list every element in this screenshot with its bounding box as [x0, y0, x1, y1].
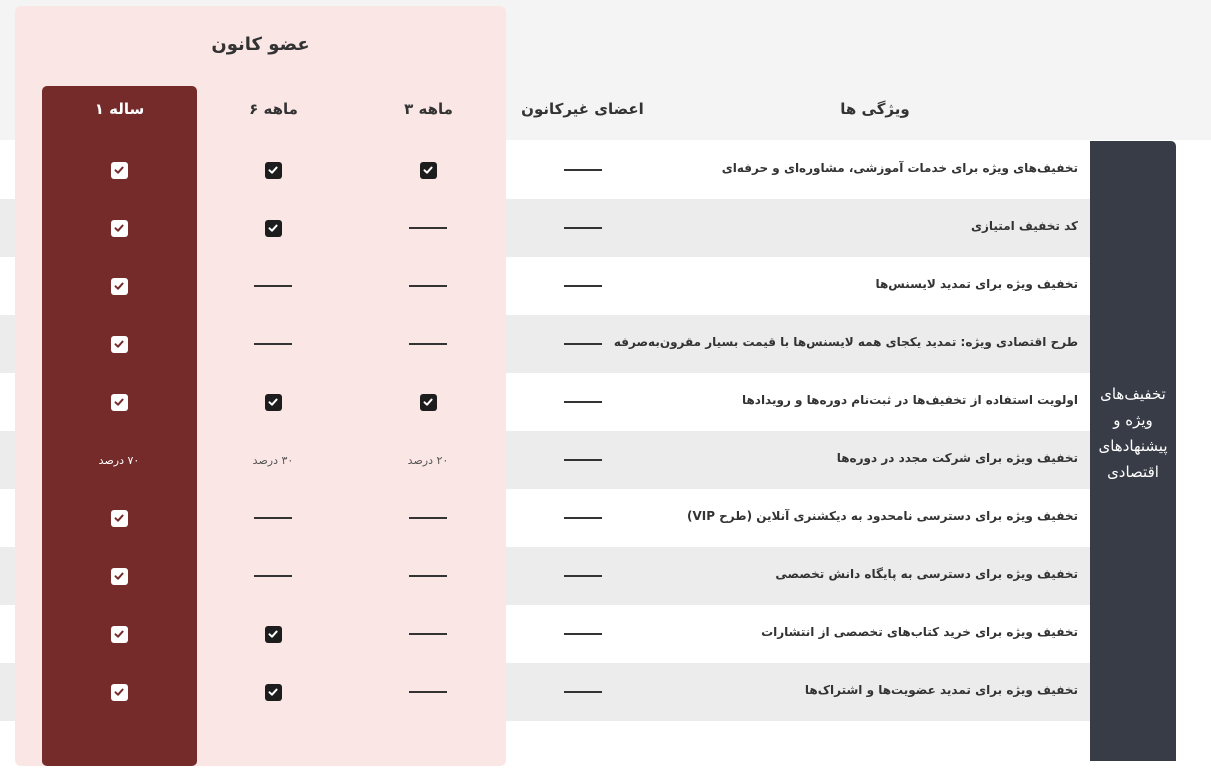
dash-icon: [564, 227, 602, 229]
check-icon: [243, 390, 303, 414]
not-available-dash: [553, 506, 613, 530]
column-header-non-members: اعضای غیرکانون: [521, 100, 644, 118]
column-header-6-month[interactable]: ۶ ماهه: [249, 100, 298, 118]
dash-icon: [254, 285, 292, 287]
check-icon: [398, 158, 458, 182]
one-year-column-highlight: [42, 86, 197, 766]
not-available-dash: [243, 274, 303, 298]
dash-icon: [409, 633, 447, 635]
feature-label: اولویت استفاده از تخفیف‌ها در ثبت‌نام دوره‌ها و رویدادها: [741, 393, 1078, 407]
dash-icon: [254, 343, 292, 345]
checkbox-checked-icon: [265, 626, 282, 643]
column-header-1-year[interactable]: ۱ ساله: [94, 100, 145, 118]
checkbox-checked-icon: [265, 684, 282, 701]
checkbox-checked-icon: [111, 336, 128, 353]
not-available-dash: [243, 332, 303, 356]
not-available-dash: [398, 274, 458, 298]
not-available-dash: [243, 564, 303, 588]
dash-icon: [409, 227, 447, 229]
checkbox-checked-icon: [265, 162, 282, 179]
check-icon: [89, 622, 149, 646]
discount-value: ۷۰ درصد: [98, 453, 140, 467]
column-header-3-month[interactable]: ۳ ماهه: [404, 100, 453, 118]
checkbox-checked-icon: [111, 394, 128, 411]
dash-icon: [564, 343, 602, 345]
check-icon: [243, 216, 303, 240]
feature-label: کد تخفیف امتیازی: [971, 219, 1078, 233]
dash-icon: [564, 285, 602, 287]
checkbox-checked-icon: [420, 162, 437, 179]
checkbox-checked-icon: [111, 568, 128, 585]
not-available-dash: [243, 506, 303, 530]
dash-icon: [409, 575, 447, 577]
category-bar: [1090, 141, 1176, 761]
checkbox-checked-icon: [111, 684, 128, 701]
discount-value: ۲۰ درصد: [407, 453, 449, 467]
check-icon: [243, 158, 303, 182]
dash-icon: [254, 517, 292, 519]
discount-percent: [89, 448, 149, 472]
not-available-dash: [398, 564, 458, 588]
dash-icon: [564, 575, 602, 577]
check-icon: [89, 564, 149, 588]
feature-label: تخفیف ویژه برای خرید کتاب‌های تخصصی از انتشارات: [761, 625, 1078, 639]
not-available-dash: [553, 448, 613, 472]
not-available-dash: [553, 680, 613, 704]
not-available-dash: [553, 390, 613, 414]
checkbox-checked-icon: [265, 220, 282, 237]
not-available-dash: [398, 506, 458, 530]
not-available-dash: [398, 216, 458, 240]
column-header-features: ویژگی ها: [840, 100, 910, 118]
not-available-dash: [553, 274, 613, 298]
checkbox-checked-icon: [111, 162, 128, 179]
feature-label: تخفیف ویژه برای تمدید لایسنس‌ها: [875, 277, 1078, 291]
dash-icon: [254, 575, 292, 577]
dash-icon: [564, 459, 602, 461]
not-available-dash: [553, 622, 613, 646]
dash-icon: [564, 517, 602, 519]
feature-label: تخفیف ویژه برای تمدید عضویت‌ها و اشتراک‌ها: [804, 683, 1078, 697]
dash-icon: [409, 285, 447, 287]
discount-value: ۳۰ درصد: [252, 453, 294, 467]
checkbox-checked-icon: [111, 278, 128, 295]
checkbox-checked-icon: [265, 394, 282, 411]
check-icon: [89, 332, 149, 356]
checkbox-checked-icon: [111, 220, 128, 237]
discount-percent: [243, 448, 303, 472]
not-available-dash: [398, 680, 458, 704]
not-available-dash: [553, 564, 613, 588]
check-icon: [243, 622, 303, 646]
check-icon: [398, 390, 458, 414]
check-icon: [89, 216, 149, 240]
feature-label: تخفیف ویژه برای دسترسی به پایگاه دانش تخصصی: [775, 567, 1078, 581]
dash-icon: [564, 169, 602, 171]
feature-label: تخفیف ویژه برای دسترسی نامحدود به دیکشنری آنلاین (طرح VIP): [686, 509, 1078, 523]
not-available-dash: [553, 158, 613, 182]
check-icon: [89, 506, 149, 530]
feature-label: طرح اقتصادی ویژه: تمدید یکجای همه لایسنس‌ها با قیمت بسیار مقرون‌به‌صرفه: [613, 335, 1078, 349]
check-icon: [89, 158, 149, 182]
check-icon: [89, 390, 149, 414]
discount-percent: [398, 448, 458, 472]
feature-label: تخفیف‌های ویژه برای خدمات آموزشی، مشاوره‌ای و حرفه‌ای: [721, 161, 1078, 175]
dash-icon: [409, 517, 447, 519]
checkbox-checked-icon: [420, 394, 437, 411]
dash-icon: [564, 401, 602, 403]
dash-icon: [564, 691, 602, 693]
group-title: عضو کانون: [211, 34, 310, 55]
not-available-dash: [553, 332, 613, 356]
not-available-dash: [398, 332, 458, 356]
dash-icon: [409, 343, 447, 345]
check-icon: [89, 680, 149, 704]
checkbox-checked-icon: [111, 626, 128, 643]
not-available-dash: [398, 622, 458, 646]
dash-icon: [564, 633, 602, 635]
check-icon: [89, 274, 149, 298]
not-available-dash: [553, 216, 613, 240]
feature-label: تخفیف ویژه برای شرکت مجدد در دوره‌ها: [836, 451, 1078, 465]
dash-icon: [409, 691, 447, 693]
check-icon: [243, 680, 303, 704]
category-label: تخفیف‌های ویژه و پیشنهادهای اقتصادی: [1098, 385, 1168, 481]
checkbox-checked-icon: [111, 510, 128, 527]
